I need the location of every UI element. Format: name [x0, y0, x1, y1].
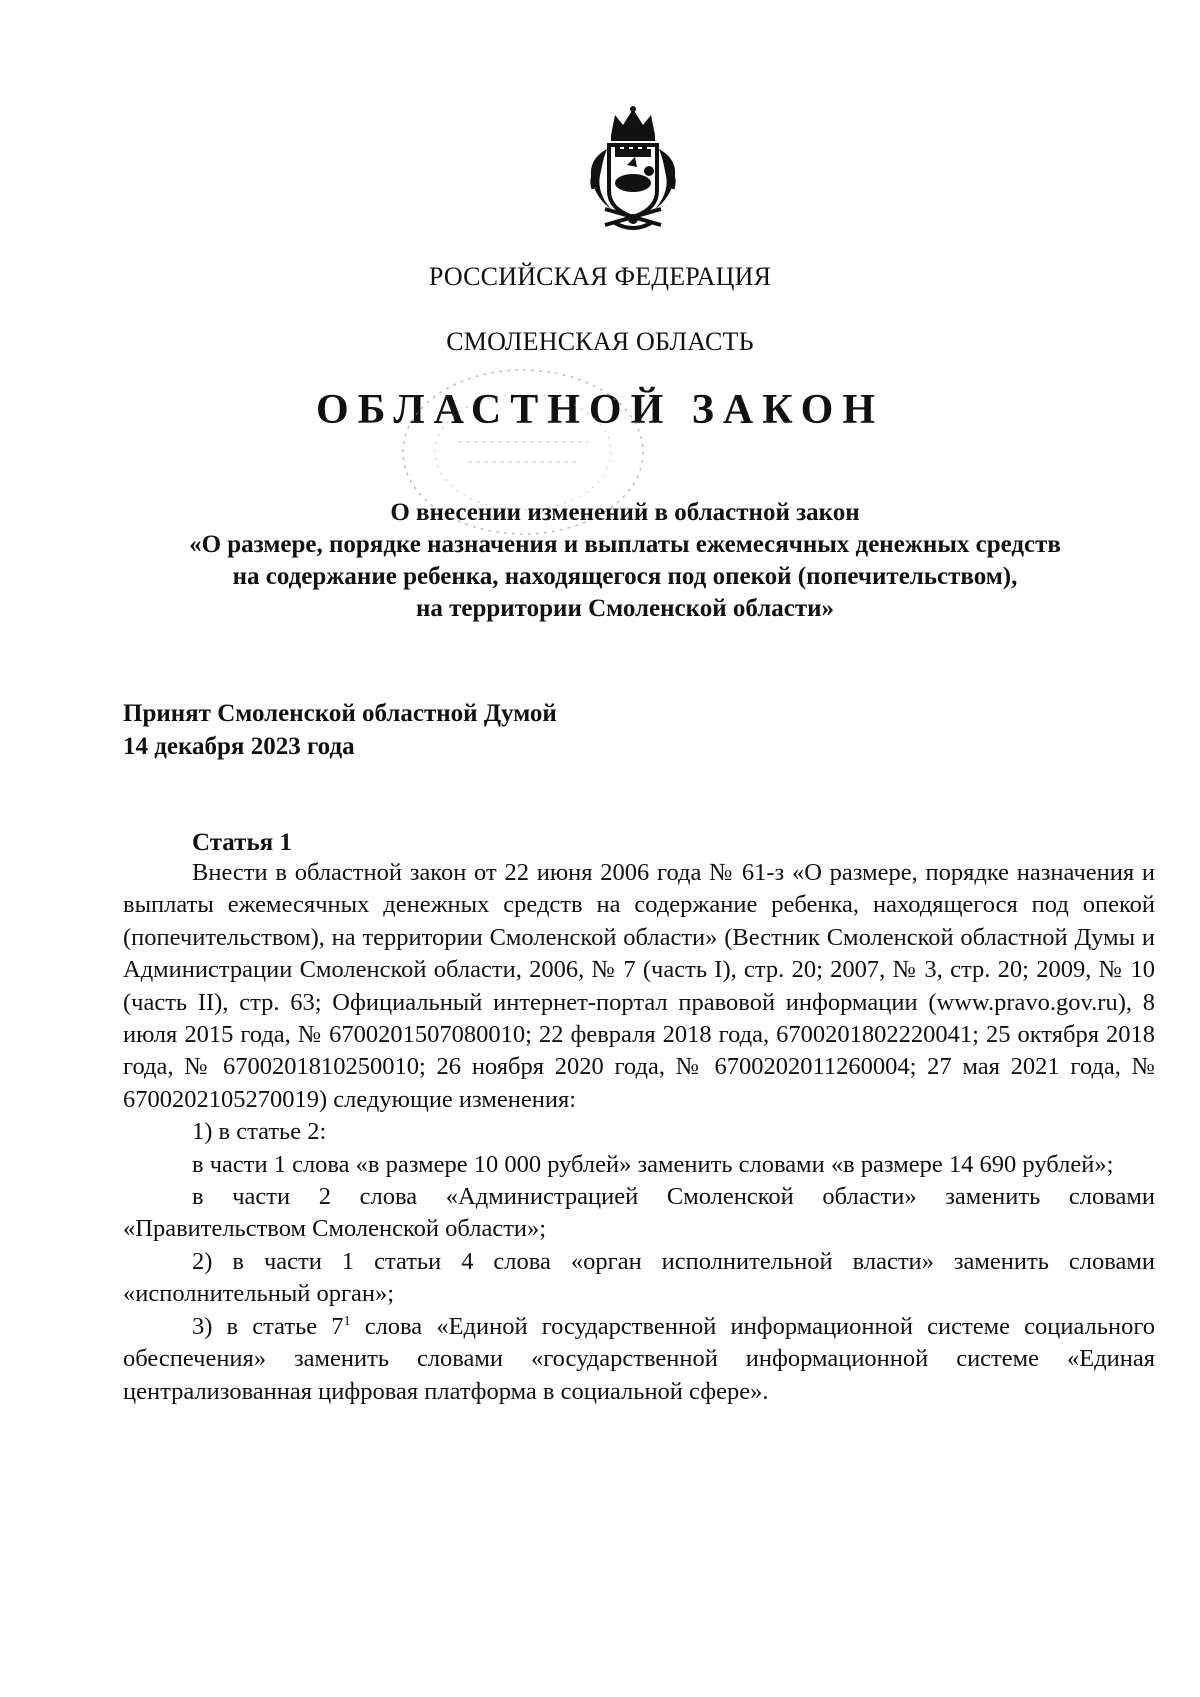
article-heading: Статья 1 [192, 829, 292, 856]
item-1-part-2: в части 2 слова «Администрацией Смоленской области» заменить словами «Правительством Смоленской области»; [123, 1183, 1155, 1243]
law-title-line: О внесении изменений в областной закон [390, 499, 860, 526]
region-name: СМОЛЕНСКАЯ ОБЛАСТЬ [446, 327, 754, 356]
item-1-part-1: в части 1 слова «в размере 10 000 рублей» заменить словами «в размере 14 690 рублей»; [192, 1150, 1114, 1178]
document-type-heading: ОБЛАСТНОЙ ЗАКОН [315, 387, 885, 433]
item-2: 2) в части 1 статьи 4 слова «орган исполнительной власти» заменить словами «исполнительный орган»; [123, 1247, 1155, 1308]
article-body [123, 857, 1155, 1408]
item-1-heading: 1) в статье 2: [192, 1118, 327, 1146]
adoption-note [123, 697, 557, 763]
law-title-line: на содержание ребенка, находящегося под опекой (попечительством), [232, 563, 1018, 590]
coat-of-arms-icon [571, 105, 695, 245]
law-title [100, 497, 1150, 625]
article-intro-paragraph: Внести в областной закон от 22 июня 2006 года № 61-з «О размере, порядке назначения и выплаты ежемесячных денежных средств на содержание ребенка, находящегося под опекой (попечительством), на территории Смоленской области» (Вестник Смоленской областной Думы и Администрации Смоленской области, 2006, № 7 (часть I), стр. 20; 2007, № 3, стр. 20; 2009, № 10 (часть II), стр. 63; Официальный интернет-портал правовой информации (www.pravo.gov.ru), 8 июля 2015 года, № 6700201507080010; 22 февраля 2018 года, 6700201802220041; 25 октября 2018 года, № 6700201810250010; 26 ноября 2020 года, № 6700202011260004; 27 мая 2021 года, № 6700202105270019) следующие изменения: [123, 859, 1155, 1113]
item-3-prefix: 3) в статье 7 [192, 1312, 344, 1340]
law-title-line: на территории Смоленской области» [415, 595, 835, 622]
item-3 [123, 1311, 1155, 1408]
adopted-date: 14 декабря 2023 года [123, 733, 355, 760]
country-name: РОССИЙСКАЯ ФЕДЕРАЦИЯ [428, 262, 772, 291]
item-3-text: слова «Единой государственной информационной системе социального обеспечения» заменить словами «государственной информационной системе «Единая централизованная цифровая платформа в социальной сфере». [123, 1312, 1156, 1405]
item-3-superscript: 1 [343, 1313, 351, 1329]
law-title-line: «О размере, порядке назначения и выплаты ежемесячных денежных средств [189, 531, 1061, 558]
adopted-by: Принят Смоленской областной Думой [123, 700, 557, 727]
